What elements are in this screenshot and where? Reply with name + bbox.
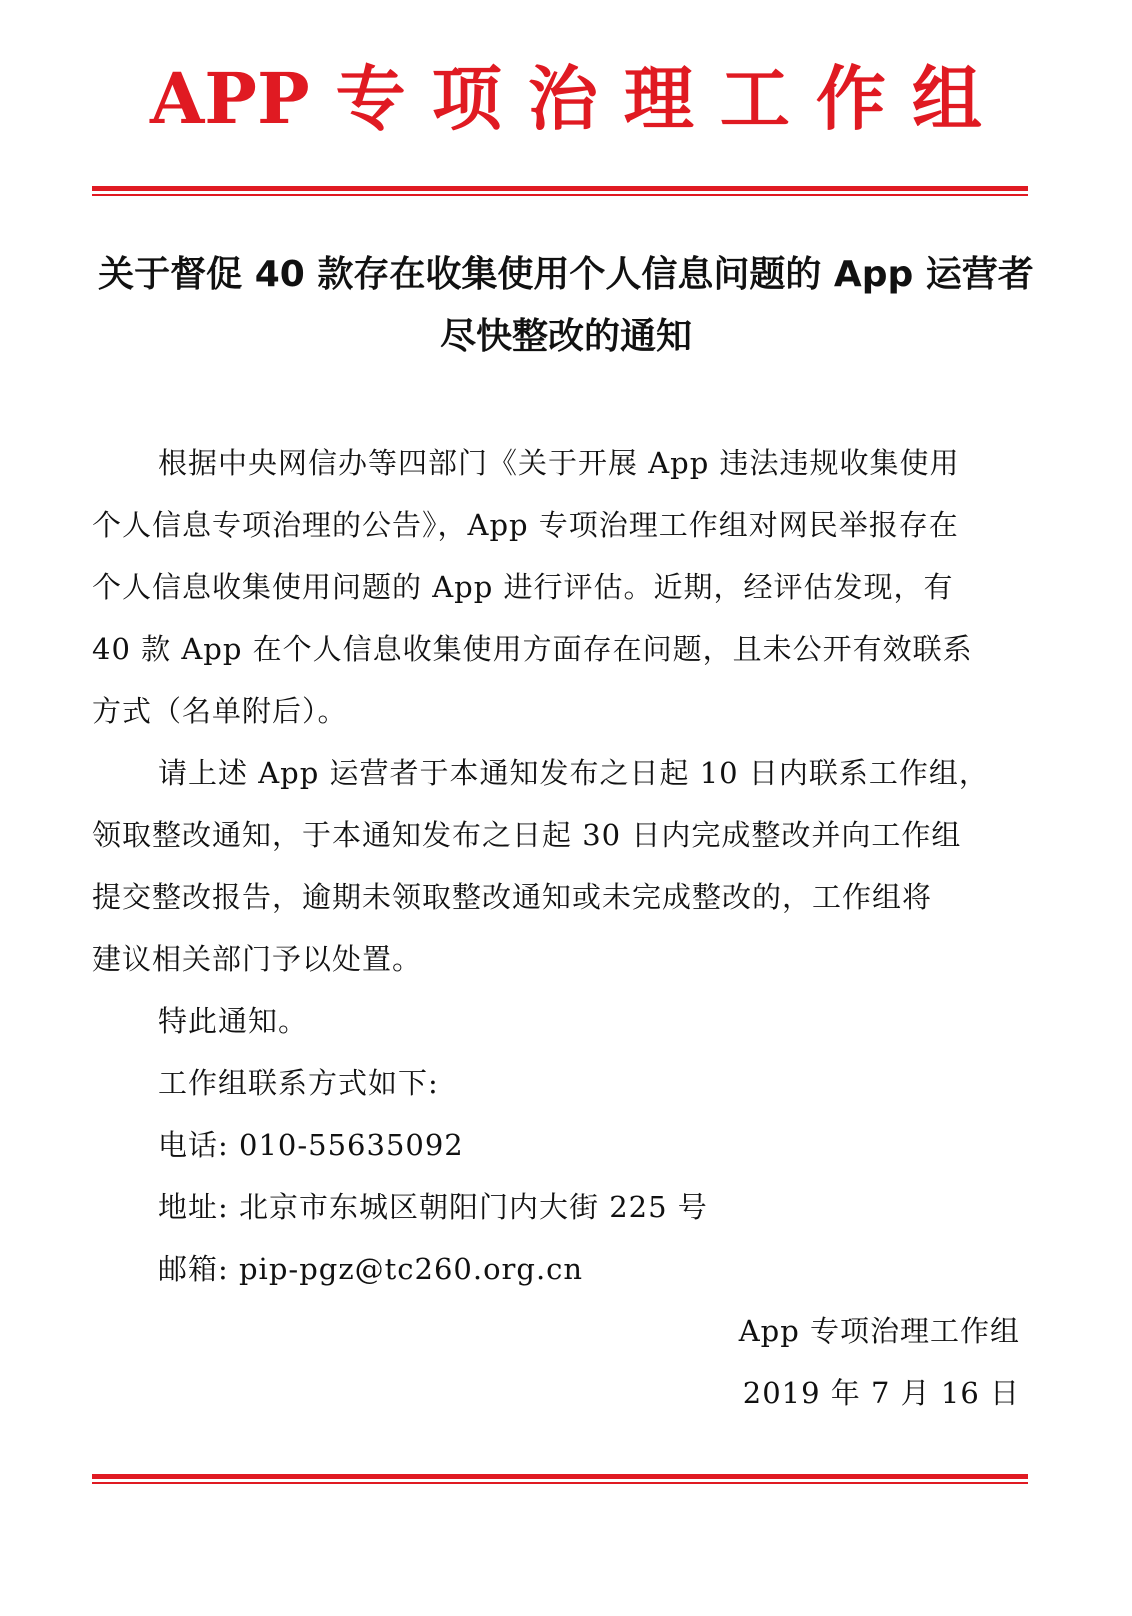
body-line: 领取整改通知，于本通知发布之日起 30 日内完成整改并向工作组 xyxy=(92,818,962,852)
body-line: 个人信息专项治理的公告》，App 专项治理工作组对网民举报存在 xyxy=(92,508,959,542)
masthead-char: 组 xyxy=(911,57,982,140)
masthead-char: 理 xyxy=(623,57,694,140)
body-line: 提交整改报告，逾期未领取整改通知或未完成整改的，工作组将 xyxy=(92,880,933,914)
closing-line: 特此通知。 xyxy=(158,1004,309,1038)
notice-body xyxy=(92,432,1032,1300)
body-line: 根据中央网信办等四部门《关于开展 App 违法违规收集使用 xyxy=(158,446,960,480)
signature-org: App 专项治理工作组 xyxy=(738,1314,1020,1348)
body-line: 建议相关部门予以处置。 xyxy=(92,942,423,976)
masthead-char: 项 xyxy=(431,57,502,140)
notice-title xyxy=(90,244,1042,368)
body-line: 方式（名单附后）。 xyxy=(92,694,348,728)
masthead-char: APP xyxy=(150,57,310,140)
masthead-char: 工 xyxy=(719,57,790,140)
body-line: 40 款 App 在个人信息收集使用方面存在问题，且未公开有效联系 xyxy=(92,632,973,666)
masthead-char: 作 xyxy=(815,57,886,140)
footer-divider xyxy=(92,1474,1028,1484)
body-line: 请上述 App 运营者于本通知发布之日起 10 日内联系工作组， xyxy=(158,756,989,790)
header-divider xyxy=(92,186,1028,196)
contact-address: 地址: 北京市东城区朝阳门内大街 225 号 xyxy=(158,1190,708,1224)
body-line: 个人信息收集使用问题的 App 进行评估。近期，经评估发现，有 xyxy=(92,570,954,604)
masthead-char: 治 xyxy=(527,57,598,140)
signature-block xyxy=(739,1300,1020,1424)
masthead xyxy=(60,58,1072,140)
title-line-2: 尽快整改的通知 xyxy=(439,316,692,357)
masthead-char: 专 xyxy=(335,57,406,140)
contact-email: 邮箱: pip-pgz@tc260.org.cn xyxy=(158,1252,584,1286)
signature-date: 2019 年 7 月 16 日 xyxy=(742,1376,1020,1410)
contact-heading: 工作组联系方式如下: xyxy=(158,1066,439,1100)
title-line-1: 关于督促 40 款存在收集使用个人信息问题的 App 运营者 xyxy=(98,254,1034,295)
contact-phone: 电话: 010-55635092 xyxy=(158,1128,464,1162)
